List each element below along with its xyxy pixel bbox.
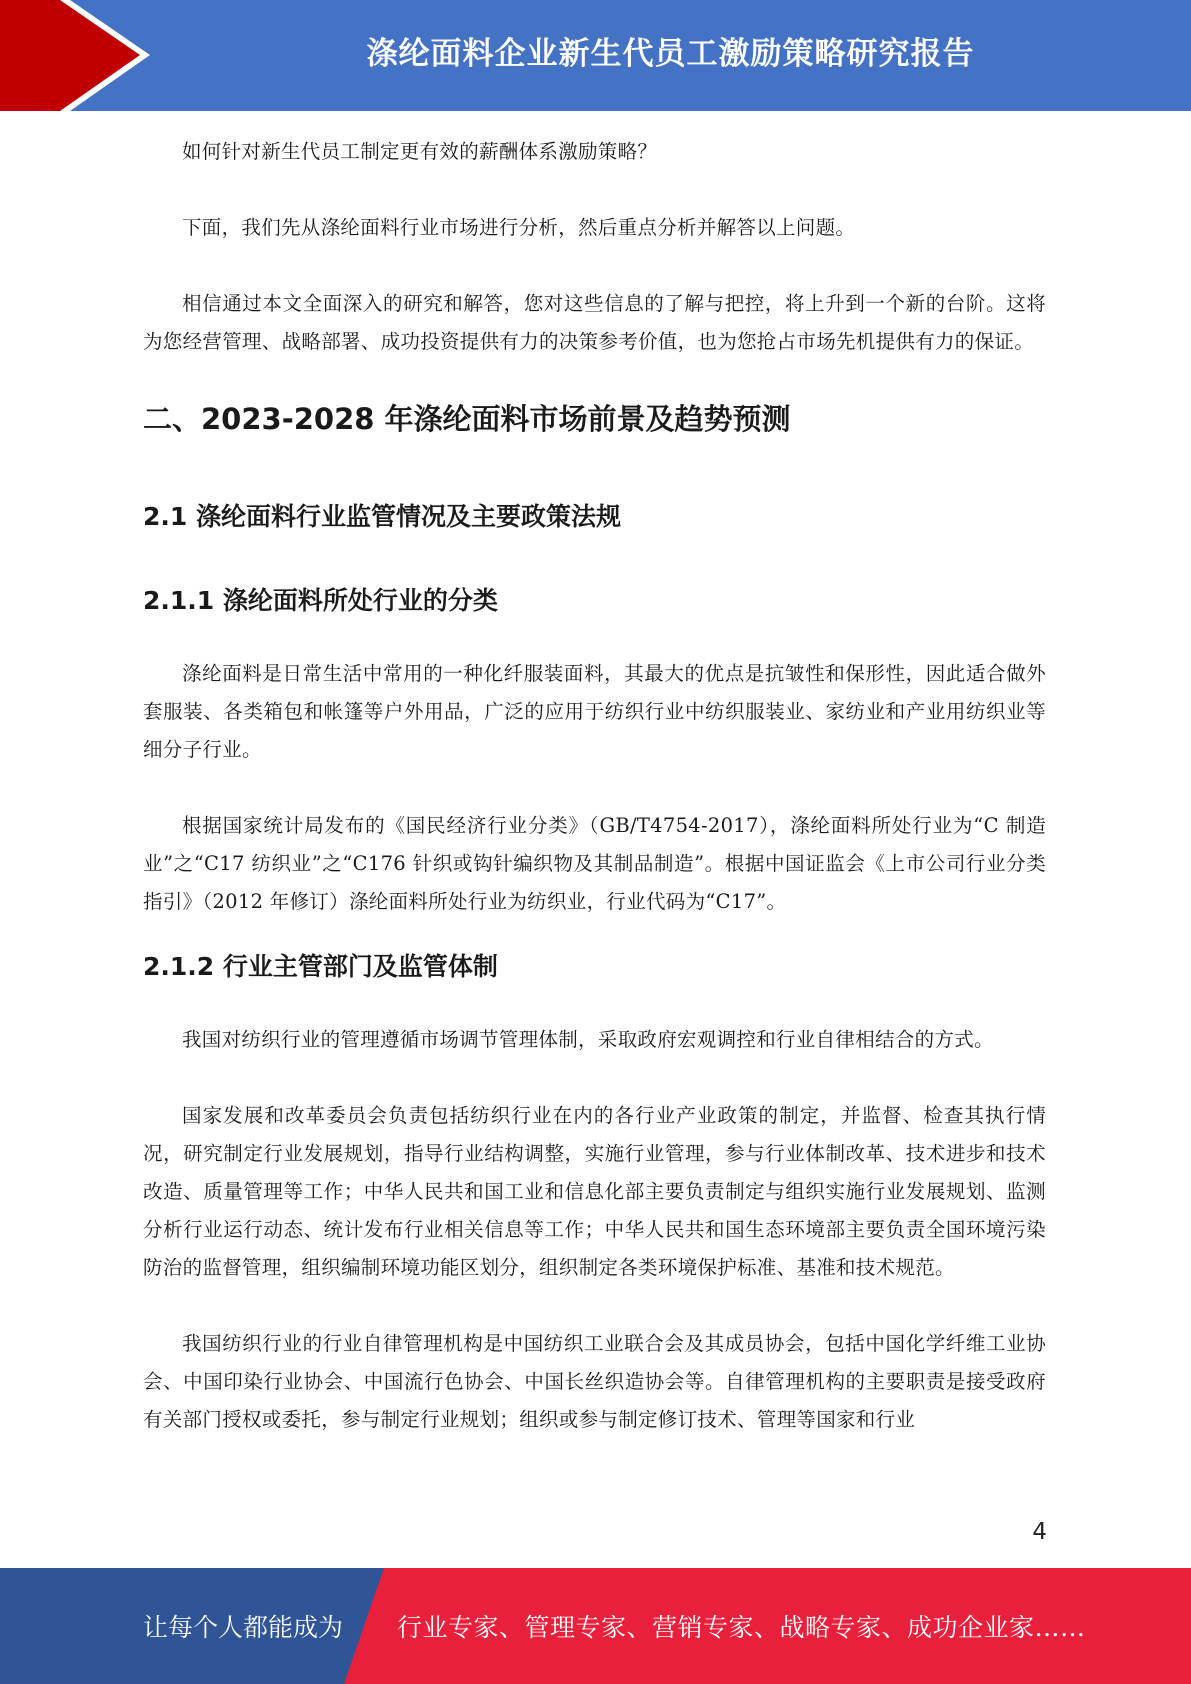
document-title: 涤纶面料企业新生代员工激励策略研究报告 <box>366 35 975 72</box>
section-2-1-1-paragraph-1: 涤纶面料是日常生活中常用的一种化纤服装面料，其最大的优点是抗皱性和保形性，因此适合做外套服装、各类箱包和帐篷等户外用品，广泛的应用于纺织行业中纺织服装业、家纺业和产业用纺织业等细分子行业。 <box>143 662 1046 761</box>
section-2-1-2-paragraph-2: 国家发展和改革委员会负责包括纺织行业在内的各行业产业政策的制定，并监督、检查其执行情况，研究制定行业发展规划，指导行业结构调整，实施行业管理，参与行业体制改革、技术进步和技术改造、质量管理等工作；中华人民共和国工业和信息化部主要负责制定与组织实施行业发展规划、监测分析行业运行动态、统计发布行业相关信息等工作；中华人民共和国生态环境部主要负责全国环境污染防治的监督管理，组织编制环境功能区划分，组织制定各类环境保护标准、基准和技术规范。 <box>143 1104 1046 1279</box>
section-2-1-2-paragraph-3: 我国纺织行业的行业自律管理机构是中国纺织工业联合会及其成员协会，包括中国化学纤维工业协会、中国印染行业协会、中国流行色协会、中国长丝织造协会等。自律管理机构的主要职责是接受政府有关部门授权或委托，参与制定行业规划；组织或参与制定修订技术、管理等国家和行业 <box>143 1332 1046 1431</box>
section-2-1-1-heading: 2.1.1 涤纶面料所处行业的分类 <box>143 586 498 615</box>
section-2-1-2-heading: 2.1.2 行业主管部门及监管体制 <box>143 952 498 981</box>
section-2-1-1-paragraph-2: 根据国家统计局发布的《国民经济行业分类》（GB/T4754-2017），涤纶面料所处行业为“C 制造业”之“C17 纺织业”之“C176 针织或钩针编织物及其制品制造”。根据中国证监会《上市公司行业分类指引》（2012 年修订）涤纶面料所处行业为纺织业，行业代码为“C17”。 <box>143 814 1046 913</box>
footer-slogan-right: 行业专家、管理专家、营销专家、战略专家、成功企业家…… <box>397 1613 1086 1642</box>
section-2-1-heading: 2.1 涤纶面料行业监管情况及主要政策法规 <box>143 502 621 531</box>
footer-slogan-left: 让每个人都能成为 <box>143 1613 344 1642</box>
header-banner <box>0 0 1191 111</box>
page-number: 4 <box>1032 1519 1047 1545</box>
footer-banner <box>0 1568 1191 1684</box>
intro-paragraph-2: 下面，我们先从涤纶面料行业市场进行分析，然后重点分析并解答以上问题。 <box>182 216 856 239</box>
intro-paragraph-1: 如何针对新生代员工制定更有效的薪酬体系激励策略？ <box>182 140 658 163</box>
page-body <box>143 133 1046 1477</box>
section-2-heading: 二、2023-2028 年涤纶面料市场前景及趋势预测 <box>143 402 791 436</box>
section-2-1-2-paragraph-1: 我国对纺织行业的管理遵循市场调节管理体制，采取政府宏观调控和行业自律相结合的方式。 <box>182 1028 994 1051</box>
intro-paragraph-3: 相信通过本文全面深入的研究和解答，您对这些信息的了解与把控，将上升到一个新的台阶。这将为您经营管理、战略部署、成功投资提供有力的决策参考价值，也为您抢占市场先机提供有力的保证。 <box>143 292 1046 353</box>
